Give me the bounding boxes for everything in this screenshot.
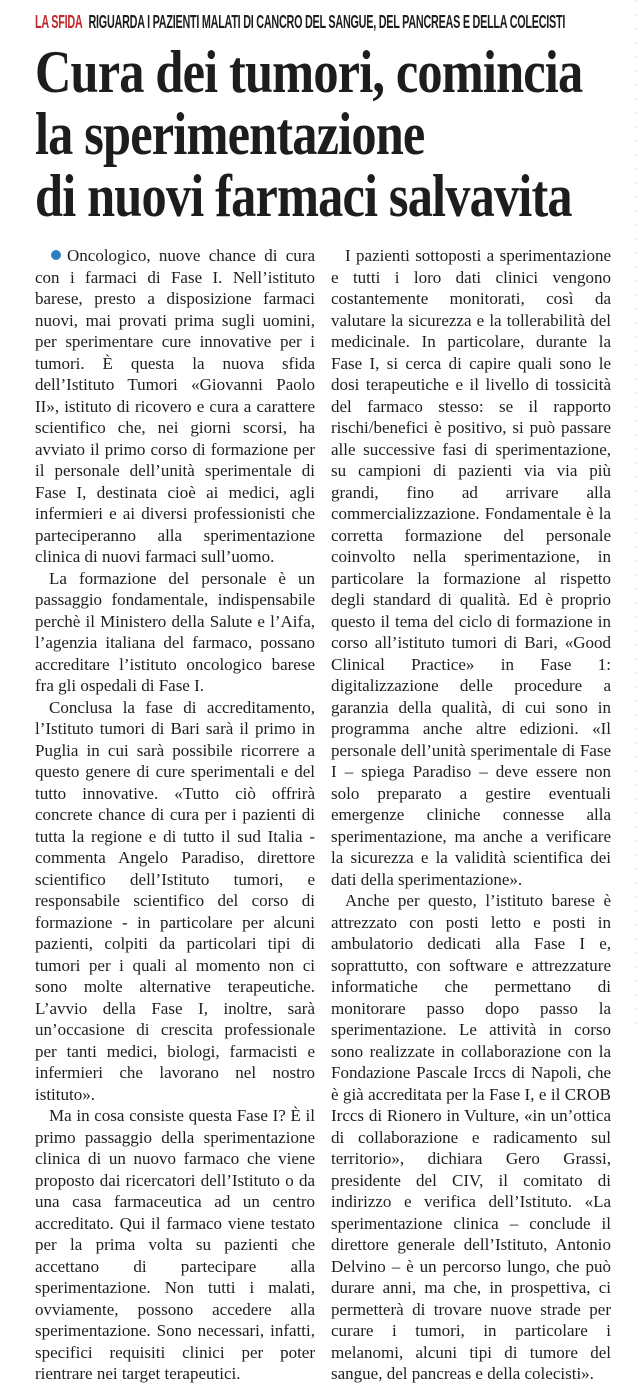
kicker-label: LA SFIDA [35, 12, 83, 32]
article-column-right [331, 245, 611, 1385]
paragraph: Anche per questo, l’istituto barese è attrezzato con posti letto e posti in ambulatorio dedicati alla Fase I e, soprattutto, con software e attrezzature informatiche che permettano di monitorare passo dopo passo la sperimentazione. Le attività in corso sono realizzate in collaborazione con la Fondazione Pascale Irccs di Napoli, che è già accreditata per la Fase I, e il CROB Irccs di Rionero in Vulture, «in un’ottica di collaborazione e radicamento sul territorio», dichiara Gero Grassi, presidente del CIV, il comitato di indirizzo e verifica dell’Istituto. «La sperimentazione clinica – conclude il direttore generale dell’Istituto, Antonio Delvino – è un percorso lungo, che può durare anni, ma che, in prospettiva, ci permetterà di trovare nuove strade per curare i tumori, in particolare i melanomi, alcuni tipi di tumore del sangue, del pancreas e della colecisti». [331, 891, 611, 1383]
paragraph: I pazienti sottoposti a sperimentazione e tutti i loro dati clinici vengono costantemente monitorati, così da valutare la sicurezza e la tollerabilità del medicinale. In particolare, durante la Fase I, si cerca di capire quali sono le dosi terapeutiche e il livello di tossicità del farmaco stesso: se il rapporto rischi/benefici è positivo, si può passare alle successive fasi di sperimentazione, su campioni di pazienti via via più grandi, fino ad arrivare alla commercializzazione. Fondamentale è la corretta formazione del personale coinvolto nella sperimentazione, in particolare la formazione al rispetto degli standard di qualità. Ed è proprio questo il tema del ciclo di formazione in corso all’istituto tumori di Bari, «Good Clinical Practice» in Fase 1: digitalizzazione delle procedure a garanzia della qualità, di cui sono in programma anche altre edizioni. «Il personale dell’unità sperimentale di Fase I – spiega Paradiso – deve essere non solo preparato a gestire eventuali emergenze cliniche connesse alla sperimentazione, ma anche a verificare la sicurezza e la validità scientifica dei dati della sperimentazione». [331, 246, 611, 889]
headline-line-1: Cura dei tumori, comincia [35, 39, 583, 105]
article-column-left [35, 245, 315, 1385]
kicker-text: RIGUARDA I PAZIENTI MALATI DI CANCRO DEL SANGUE, DEL PANCREAS E DELLA COLECISTI [88, 12, 566, 32]
headline-line-2: la sperimentazione [35, 101, 425, 167]
article-body [35, 245, 612, 1385]
paragraph: La formazione del personale è un passaggio fondamentale, indispensabile perchè il Ministero della Salute e l’Aifa, l’agenzia italiana del farmaco, possano accreditare l’istituto oncologico barese fra gli ospedali di Fase I. [35, 568, 315, 695]
headline [35, 41, 612, 227]
headline-line-3: di nuovi farmaci salvavita [35, 163, 572, 229]
lead-bullet-icon [51, 250, 61, 260]
kicker [35, 12, 566, 33]
paragraph-text: Oncologico, nuove chance di cura con i farmaci di Fase I. Nell’istituto barese, presto a disposizione farmaci nuovi, mai provati prima sugli uomini, per sperimentare cure innovative per i tumori. È questa la nuova sfida dell’Istituto Tumori «Giovanni Paolo II», istituto di ricovero e cura a carattere scientifico che, nei giorni scorsi, ha avviato il primo corso di formazione per il personale dell’unità sperimentale di Fase I, destinata cioè ai medici, agli infermieri e ai diversi professionisti che parteciperanno alla sperimentazione clinica di nuovi farmaci sull’uomo. [35, 246, 315, 566]
paragraph-lead [35, 245, 315, 568]
paragraph: Conclusa la fase di accreditamento, l’Istituto tumori di Bari sarà il primo in Puglia in cui sarà possibile ricorrere a questo genere di cure sperimentali e del tutto innovative. «Tutto ciò offrirà concrete chance di cura per i pazienti di tutta la regione e di tutto il sud Italia - commenta Angelo Paradiso, direttore scientifico dell’Istituto tumori, e responsabile scientifico del corso di formazione - in particolare per alcuni pazienti, colpiti da particolari tipi di tumori per i quali al momento non ci sono molte alternative terapeutiche. L’avvio della Fase I, inoltre, sarà un’occasione di crescita professionale per tanti medici, biologi, farmacisti e infermieri che lavorano nel nostro istituto». [35, 697, 315, 1104]
paragraph: Ma in cosa consiste questa Fase I? È il primo passaggio della sperimentazione clinica di un nuovo farmaco che viene proposto dai ricercatori dell’Istituto o da una casa farmaceutica ad un centro accreditato. Qui il farmaco viene testato per la prima volta su pazienti che accettano di partecipare alla sperimentazione. Non tutti i malati, ovviamente, possono accedere alla sperimentazione. Sono necessari, infatti, specifici requisiti clinici per poter rientrare nei target terapeutici. [35, 1106, 315, 1383]
